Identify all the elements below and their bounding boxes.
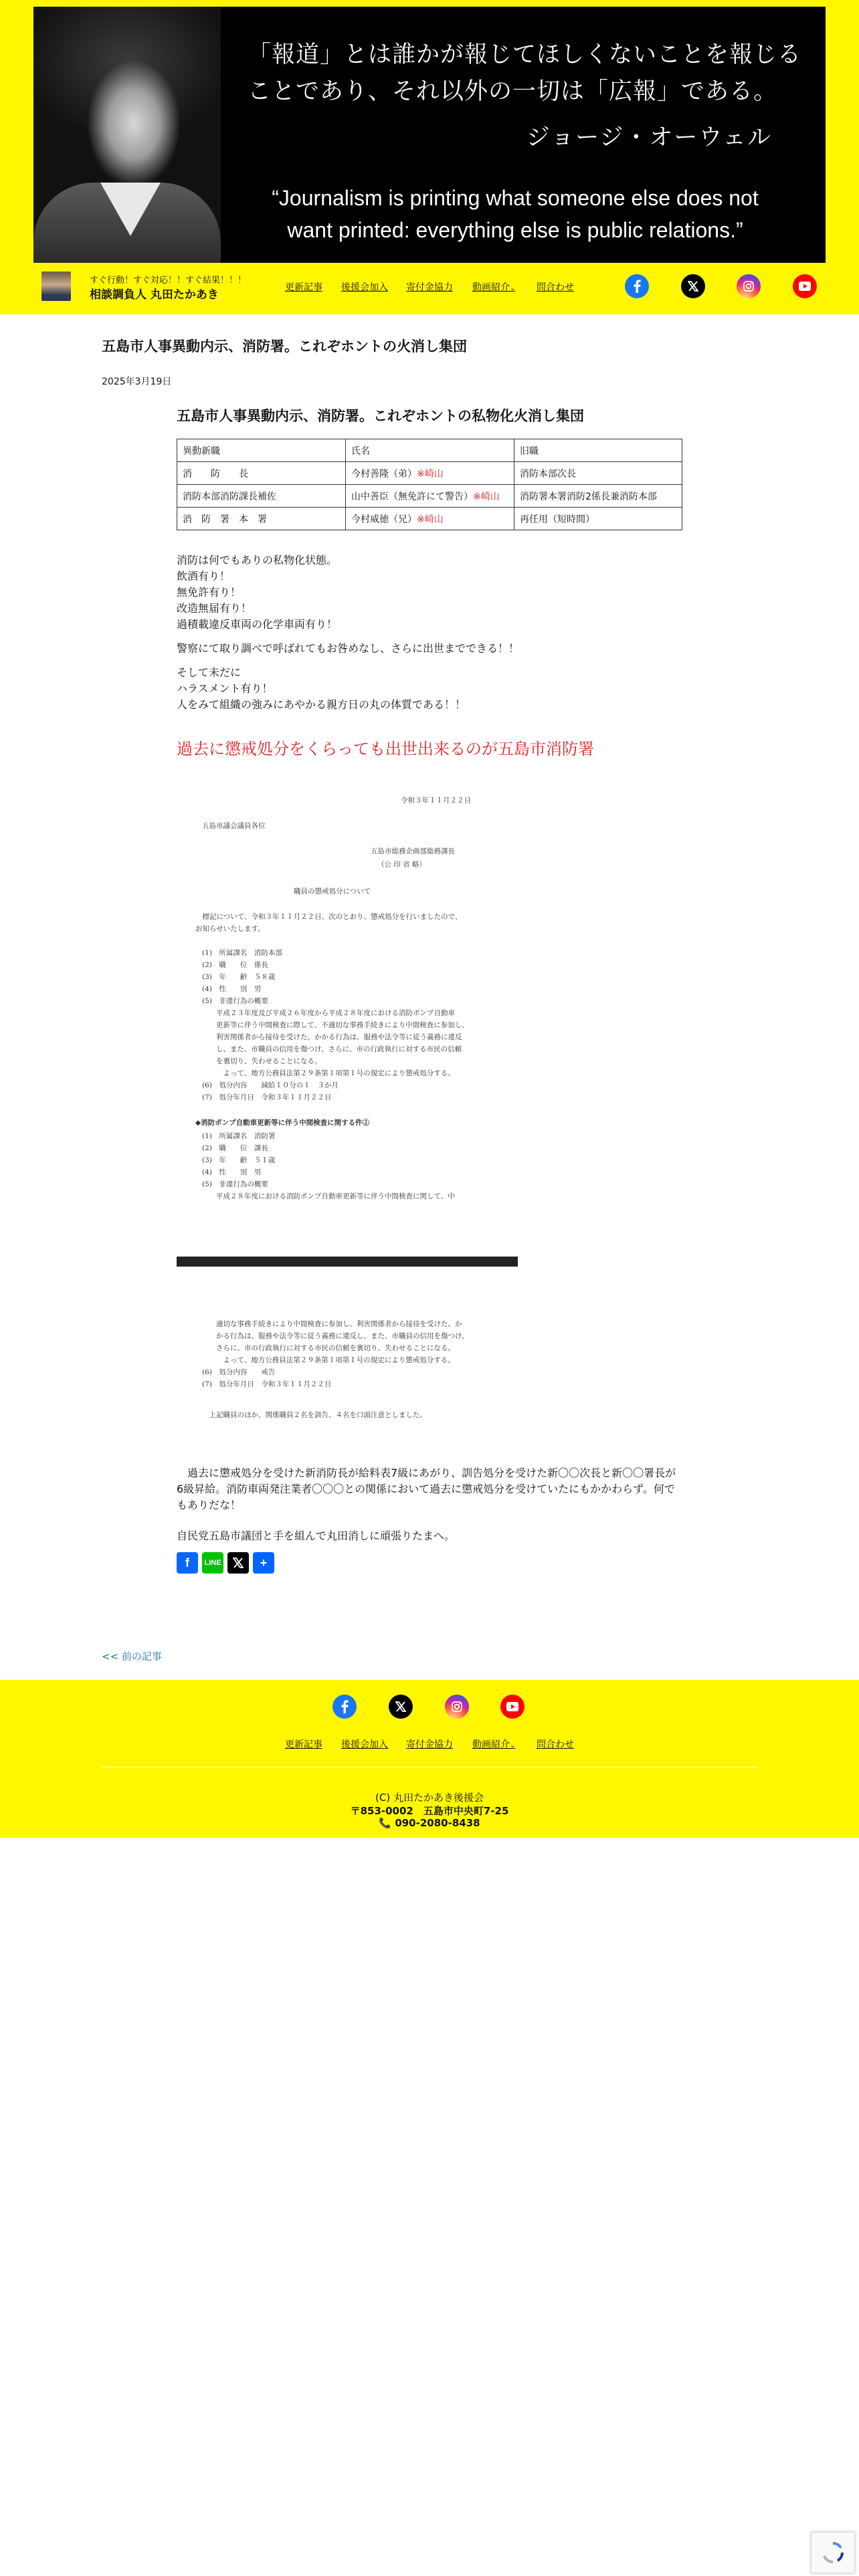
cell-old: 再任用（短時間） [514, 508, 682, 530]
x-icon[interactable] [389, 1695, 413, 1719]
line-share-icon[interactable]: LINE [202, 1552, 223, 1574]
hero-author: ジョージ・オーウェル [526, 124, 772, 151]
doc-item: (5) 非違行為の概要 [202, 1180, 268, 1188]
para1-line: 無免許有り！ [177, 586, 242, 599]
recaptcha-badge[interactable] [811, 2532, 855, 2573]
footer-nav-videos[interactable] [472, 1737, 515, 1751]
doc-detail-line: 平成２３年度及び平成２６年度から平成２８年度における消防ポンプ自動車 [202, 1009, 455, 1017]
article-title: 五島市人事異動内示、消防署。これぞホントの火消し集団 [102, 338, 467, 354]
doc-detail-line: 利害関係者から接待を受けた。かかる行為は、服務や法令等に従う義務に違反 [202, 1033, 462, 1041]
cell-post: 消防本部消防課長補佐 [177, 485, 346, 508]
doc-detail-line: よって、地方公務員法第２９条第１項第１号の規定により懲戒処分する。 [202, 1356, 455, 1364]
doc-detail-line: かる行為は、服務や法令等に従う義務に違反し、また、市職員の信用を傷つけ、 [202, 1332, 469, 1340]
table-row [177, 508, 682, 530]
para3-line: 人をみて組織の強みにあやかる親方日の丸の体質である！！ [177, 698, 466, 711]
hero-quote-english [241, 182, 789, 246]
article-content [177, 401, 682, 1574]
table-header-row [177, 439, 682, 462]
nav-updates[interactable]: 更新記事 [285, 282, 322, 293]
doc-seal-note: （公 印 省 略） [377, 861, 427, 869]
doc-item: (1) 所属課名 消防本部 [202, 949, 282, 957]
doc-detail-line: し、また、市職員の信用を傷つけ、さらに、市の行政執行に対する市民の信頼 [202, 1045, 462, 1053]
doc-recipient: 五島市議会議員各位 [202, 822, 266, 830]
hero-quote-japanese [248, 37, 823, 110]
cell-post: 消 防 署 本 署 [177, 508, 346, 530]
footer-nav-donate[interactable]: 寄付金協力 [406, 1739, 453, 1750]
instagram-icon[interactable] [445, 1695, 469, 1719]
share-icon[interactable]: + [253, 1552, 274, 1574]
mark-text: ※崎山 [473, 491, 500, 502]
youtube-icon[interactable] [793, 274, 817, 298]
name-text: 今村威徳（兄） [351, 514, 417, 525]
para3-line: そして未だに [177, 666, 242, 679]
hero-banner [33, 7, 826, 263]
facebook-icon[interactable] [625, 274, 649, 298]
chevron-down-icon: ⌄ [510, 1742, 516, 1749]
phone-icon: 📞 [379, 1817, 395, 1829]
article-subtitle: 五島市人事異動内示、消防署。これぞホントの私物化火消し集団 [177, 408, 584, 424]
x-share-icon[interactable] [227, 1552, 249, 1574]
name-text: 今村善隆（弟） [351, 468, 417, 479]
paragraph-5: 自民党五島市議団と手を組んで丸田消しに頑張りたまへ。 [177, 1529, 456, 1542]
doc-date: 令和３年１１月２２日 [401, 796, 471, 804]
doc-item: (7) 処分年月日 令和３年１１月２２日 [202, 1380, 332, 1388]
para1-line: 改造無届有り！ [177, 602, 252, 615]
orwell-portrait [33, 7, 221, 263]
doc-item: (7) 処分年月日 令和３年１１月２２日 [202, 1093, 332, 1101]
nav-videos[interactable] [472, 280, 515, 294]
table-header-cell: 異動新職 [177, 439, 346, 462]
doc-intro-line: 標記について、令和３年１１月２２日、次のとおり、懲戒処分を行いましたので、 [195, 913, 462, 921]
footer-phone-number: 090-2080-8438 [395, 1817, 480, 1829]
document-page-divider [177, 1257, 518, 1267]
doc-item: (3) 年 齢 ５１歳 [202, 1156, 276, 1164]
table-header-cell: 氏名 [346, 439, 514, 462]
name-text: 山中善臣（無免許にて警告） [351, 491, 473, 502]
paragraph-4: 過去に懲戒処分を受けた新消防長が給料表7級にあがり、訓告処分を受けた新〇〇次長と新〇〇署長が6級昇給。消防車両発注業者〇〇〇との関係において過去に懲戒処分を受けていたにもかかわらず。何でもありだな！ [177, 1467, 676, 1511]
cell-name [346, 462, 514, 485]
doc-item: (4) 性 別 男 [202, 985, 262, 993]
previous-post-link[interactable]: << 前の記事 [102, 1650, 162, 1662]
footer-nav-join[interactable]: 後援会加入 [341, 1739, 388, 1750]
paragraph-3 [177, 665, 682, 713]
doc-detail-line: さらに、市の行政執行に対する市民の信頼を裏切り、失わせることになる。 [202, 1344, 455, 1352]
nav-join[interactable]: 後援会加入 [341, 282, 388, 293]
personnel-table [177, 439, 682, 530]
para1-line: 飲酒有り！ [177, 570, 231, 582]
instagram-icon[interactable] [737, 274, 761, 298]
para1-line: 過積載違反車両の化学車両有り！ [177, 618, 338, 631]
recaptcha-icon [822, 2541, 844, 2564]
doc-intro-line: お知らせいたします。 [195, 925, 265, 933]
mark-text: ※崎山 [417, 468, 444, 479]
cell-old: 消防署本署消防2係長兼消防本部 [514, 485, 682, 508]
footer-phone [0, 1817, 859, 1829]
hero-quote-en-line1: “Journalism is printing what someone else does not [272, 186, 759, 210]
youtube-icon[interactable] [500, 1695, 524, 1719]
paragraph-2: 警察にて取り調べで呼ばれてもお咎めなし、さらに出世までできる！！ [177, 642, 520, 655]
share-buttons [177, 1552, 682, 1574]
paragraph-1 [177, 552, 682, 633]
site-footer [0, 1680, 859, 1838]
nav-contact[interactable]: 問合わせ [537, 282, 574, 293]
doc-subject: 職員の懲戒処分について [294, 887, 371, 895]
doc-item: (4) 性 別 男 [202, 1168, 262, 1176]
disciplinary-notice-page1 [177, 775, 518, 1257]
doc-detail-line: 更新等に伴う中間検査に際して、不適切な事務手続きにより中間検査に参加し、 [202, 1021, 469, 1029]
cell-old: 消防本部次長 [514, 462, 682, 485]
cell-name [346, 508, 514, 530]
mark-text: ※崎山 [417, 514, 444, 525]
doc-item: (2) 職 位 課長 [202, 1144, 268, 1152]
doc-item: (2) 職 位 係長 [202, 961, 268, 969]
doc-footer-note: 上記職員のほか、関係職員２名を訓告、４名を口頭注意としました。 [202, 1411, 427, 1419]
doc-item: (6) 処分内容 減給１０分の１ ３か月 [202, 1081, 339, 1089]
para1-line: 消防は何でもありの私物化状態。 [177, 554, 338, 566]
doc-item: (1) 所属課名 消防署 [202, 1132, 276, 1140]
table-header-cell: 旧職 [514, 439, 682, 462]
hero-quote-jp-line2: ことであり、それ以外の一切は「広報」である。 [248, 78, 778, 105]
doc-detail-line: よって、地方公務員法第２９条第１項第１号の規定により懲戒処分する。 [202, 1069, 455, 1077]
table-row [177, 485, 682, 508]
doc-item: (5) 非違行為の概要 [202, 997, 268, 1005]
doc-detail-line: 適切な事務手続きにより中間検査に参加し、利害関係者から接待を受けた。か [202, 1320, 462, 1328]
doc-detail-line: を裏切り、失わせることになる。 [202, 1057, 322, 1065]
x-icon[interactable] [681, 274, 705, 298]
cell-name [346, 485, 514, 508]
site-logo-avatar[interactable] [41, 272, 71, 301]
footer-nav-contact[interactable]: 問合わせ [537, 1739, 574, 1750]
table-row [177, 462, 682, 485]
site-title[interactable]: 相談調負人 丸田たかあき [90, 288, 219, 302]
doc-detail-line: 平成２８年度における消防ポンプ自動車更新等に伴う中間検査に関して、中 [202, 1192, 455, 1200]
disciplinary-notice-page2 [177, 1267, 518, 1451]
site-header [0, 263, 859, 314]
nav-videos-label: 動画紹介 [472, 282, 510, 293]
footer-address: 〒853-0002 五島市中央町7-25 [350, 1805, 509, 1817]
doc-section-heading: ◆消防ポンプ自動車更新等に伴う中間検査に関する件② [195, 1119, 370, 1127]
footer-copyright: (C) 丸田たかあき後援会 [375, 1792, 484, 1804]
footer-nav-videos-label: 動画紹介 [472, 1739, 510, 1750]
footer-nav-updates[interactable]: 更新記事 [285, 1739, 322, 1750]
nav-donate[interactable]: 寄付金協力 [406, 282, 453, 293]
cell-post: 消 防 長 [177, 462, 346, 485]
doc-item: (3) 年 齢 ５８歳 [202, 973, 276, 981]
hero-quote-jp-line1: 「報道」とは誰かが報じてほしくないことを報じる [248, 41, 802, 68]
doc-item: (6) 処分内容 戒告 [202, 1368, 276, 1376]
article-date: 2025年3月19日 [102, 377, 172, 387]
doc-sender: 五島市総務企画部総務課長 [371, 847, 455, 855]
para3-line: ハラスメント有り！ [177, 682, 273, 695]
chevron-down-icon: ⌄ [510, 285, 516, 292]
site-tagline: すぐ行動！すぐ対応！！すぐ結果！！！ [90, 276, 247, 286]
facebook-share-icon[interactable]: f [177, 1552, 198, 1574]
red-headline: 過去に懲戒処分をくらっても出世出来るのが五島市消防署 [177, 740, 594, 758]
hero-quote-en-line2: want printed: everything else is public relations.” [287, 218, 743, 242]
facebook-icon[interactable] [332, 1695, 357, 1719]
